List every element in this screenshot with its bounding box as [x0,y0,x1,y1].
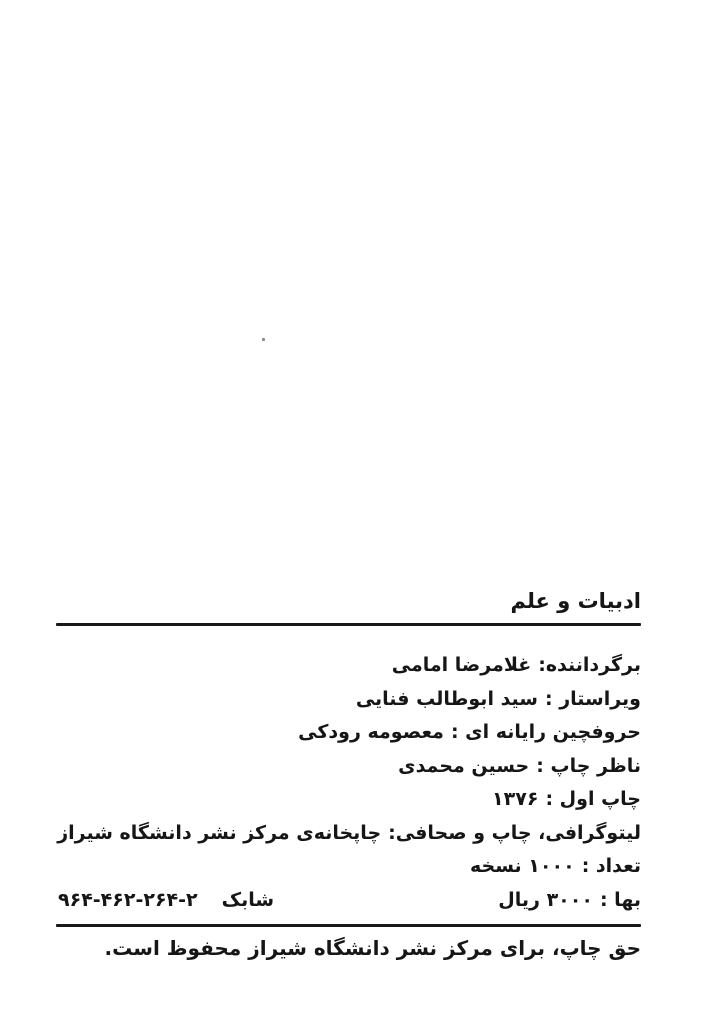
credit-row-lithography [57,817,641,851]
credit-row-editor [57,683,641,717]
isbn-line [58,884,274,918]
credit-label: ویراستار : [544,687,641,710]
credit-label: تعداد : [581,855,641,877]
credit-value: ۱۳۷۶ [492,788,539,810]
credit-label: چاپ اول : [545,788,641,810]
credit-row-edition [57,783,641,817]
credit-label: لیتوگرافی، چاپ و صحافی: [388,821,641,844]
credit-row-translator [57,649,641,683]
credits-list [57,649,641,917]
copyright-notice: حق چاپ، برای مرکز نشر دانشگاه شیراز محفوظ است. [104,936,641,960]
credit-row-print-run [57,850,641,884]
divider-top [56,623,641,626]
credit-value: حسین محمدی [398,754,530,777]
credit-label: برگرداننده: [538,654,641,676]
credit-value: ۱۰۰۰ نسخه [469,855,575,877]
credit-value: غلامرضا امامی [391,654,532,676]
divider-bottom [56,924,641,927]
credit-value: معصومه رودکی [298,721,444,743]
book-title: ادبیات و علم [510,589,641,613]
credit-value: چاپخانه‌ی مرکز نشر دانشگاه شیراز [57,821,382,844]
credit-value: سید ابوطالب فنایی [355,687,538,710]
isbn-number: ۹۶۴-۴۶۲-۲۶۴-۲ [58,889,198,911]
isbn-label: شابک [221,889,275,911]
credit-label: بها : [599,888,641,911]
credit-label: حروفچین رایانه ای : [450,721,641,743]
credit-row-typesetter [57,716,641,750]
credit-value: ۳۰۰۰ ریال [498,888,593,911]
credit-label: ناظر چاپ : [536,754,641,777]
credit-row-print-supervisor [57,750,641,784]
scan-artifact-dot [262,338,265,341]
